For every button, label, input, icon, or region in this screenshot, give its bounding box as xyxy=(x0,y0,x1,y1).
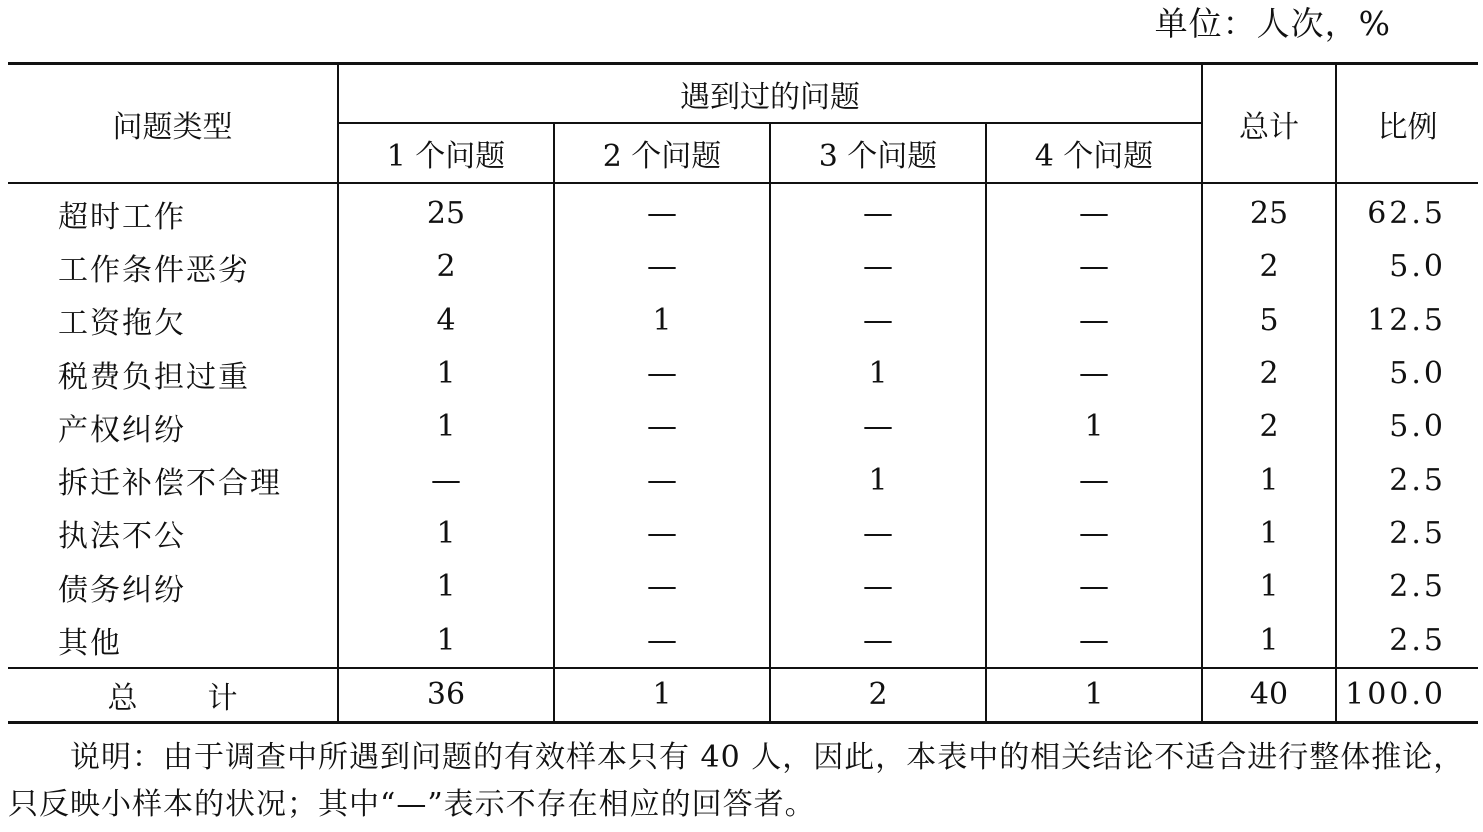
total-label-right: 计 xyxy=(207,680,238,716)
table-row xyxy=(8,613,1478,667)
cell-3-problems: — xyxy=(770,560,986,613)
cell-2-problems: — xyxy=(554,560,770,613)
cell-4-problems: — xyxy=(986,240,1202,293)
cell-3-problems: — xyxy=(770,294,986,347)
row-label: 拆迁补偿不合理 xyxy=(58,466,282,502)
cell-2-problems: — xyxy=(554,400,770,453)
cell-3-problems: — xyxy=(770,183,986,240)
cell-3-problems: 1 xyxy=(770,347,986,400)
cell-4-problems: — xyxy=(986,560,1202,613)
cell-2-problems: — xyxy=(554,507,770,560)
row-label: 债务纠纷 xyxy=(58,572,186,608)
cell-4-problems: — xyxy=(986,294,1202,347)
cell-total: 2 xyxy=(1202,240,1336,293)
cell-ratio: 2.5 xyxy=(1336,560,1478,613)
row-label: 其他 xyxy=(58,626,122,662)
cell-total: 2 xyxy=(1202,400,1336,453)
cell-1-problem: — xyxy=(338,453,554,506)
cell-1-problem: 1 xyxy=(338,507,554,560)
total-cell-c2: 1 xyxy=(554,668,770,723)
table-row xyxy=(8,347,1478,400)
cell-4-problems: — xyxy=(986,613,1202,667)
cell-2-problems: — xyxy=(554,347,770,400)
row-label: 超时工作 xyxy=(58,199,186,235)
unit-label: 单位：人次，% xyxy=(1154,4,1391,43)
cell-2-problems: — xyxy=(554,183,770,240)
total-cell-c4: 1 xyxy=(986,668,1202,723)
total-label-left: 总 xyxy=(107,680,138,716)
cell-ratio: 5.0 xyxy=(1336,240,1478,293)
table-note: 说明：由于调查中所遇到问题的有效样本只有 40 人，因此，本表中的相关结论不适合进行整体推论，只反映小样本的状况；其中“—”表示不存在相应的回答者。 xyxy=(8,740,1465,822)
cell-1-problem: 1 xyxy=(338,400,554,453)
table-row xyxy=(8,294,1478,347)
cell-total: 2 xyxy=(1202,347,1336,400)
header-sub-2: 2 个问题 xyxy=(554,123,770,183)
cell-ratio: 12.5 xyxy=(1336,294,1478,347)
cell-3-problems: — xyxy=(770,400,986,453)
row-label: 产权纠纷 xyxy=(58,412,186,448)
total-cell-total: 40 xyxy=(1202,668,1336,723)
cell-ratio: 2.5 xyxy=(1336,453,1478,506)
header-group: 遇到过的问题 xyxy=(338,64,1202,124)
header-total: 总计 xyxy=(1202,64,1336,184)
cell-4-problems: — xyxy=(986,183,1202,240)
cell-total: 1 xyxy=(1202,613,1336,667)
table-row xyxy=(8,400,1478,453)
total-cell-c1: 36 xyxy=(338,668,554,723)
row-label: 执法不公 xyxy=(58,519,186,555)
cell-total: 1 xyxy=(1202,560,1336,613)
cell-ratio: 5.0 xyxy=(1336,347,1478,400)
cell-1-problem: 1 xyxy=(338,560,554,613)
table-body xyxy=(8,183,1478,668)
cell-1-problem: 4 xyxy=(338,294,554,347)
problems-table xyxy=(8,62,1478,724)
header-sub-4: 4 个问题 xyxy=(986,123,1202,183)
cell-3-problems: 1 xyxy=(770,453,986,506)
table-row xyxy=(8,183,1478,240)
cell-4-problems: — xyxy=(986,453,1202,506)
cell-4-problems: — xyxy=(986,347,1202,400)
cell-3-problems: — xyxy=(770,240,986,293)
table-row xyxy=(8,453,1478,506)
row-label: 税费负担过重 xyxy=(58,359,250,395)
header-sub-3: 3 个问题 xyxy=(770,123,986,183)
table-row xyxy=(8,560,1478,613)
table-row xyxy=(8,507,1478,560)
cell-2-problems: — xyxy=(554,613,770,667)
cell-4-problems: — xyxy=(986,507,1202,560)
cell-3-problems: — xyxy=(770,507,986,560)
cell-4-problems: 1 xyxy=(986,400,1202,453)
cell-3-problems: — xyxy=(770,613,986,667)
cell-1-problem: 25 xyxy=(338,183,554,240)
total-cell-ratio: 100.0 xyxy=(1336,668,1478,723)
total-row-label xyxy=(8,668,338,723)
table-row xyxy=(8,240,1478,293)
cell-1-problem: 2 xyxy=(338,240,554,293)
cell-2-problems: — xyxy=(554,240,770,293)
header-sub-1: 1 个问题 xyxy=(338,123,554,183)
cell-2-problems: 1 xyxy=(554,294,770,347)
cell-total: 5 xyxy=(1202,294,1336,347)
header-ratio: 比例 xyxy=(1336,64,1478,184)
cell-total: 1 xyxy=(1202,453,1336,506)
cell-1-problem: 1 xyxy=(338,347,554,400)
cell-2-problems: — xyxy=(554,453,770,506)
cell-ratio: 2.5 xyxy=(1336,613,1478,667)
cell-total: 1 xyxy=(1202,507,1336,560)
cell-total: 25 xyxy=(1202,183,1336,240)
row-label: 工作条件恶劣 xyxy=(58,252,250,288)
cell-ratio: 5.0 xyxy=(1336,400,1478,453)
cell-1-problem: 1 xyxy=(338,613,554,667)
cell-ratio: 62.5 xyxy=(1336,183,1478,240)
total-cell-c3: 2 xyxy=(770,668,986,723)
total-row xyxy=(8,668,1478,723)
header-category: 问题类型 xyxy=(8,64,338,184)
cell-ratio: 2.5 xyxy=(1336,507,1478,560)
row-label: 工资拖欠 xyxy=(58,306,186,342)
table-header xyxy=(8,64,1478,184)
